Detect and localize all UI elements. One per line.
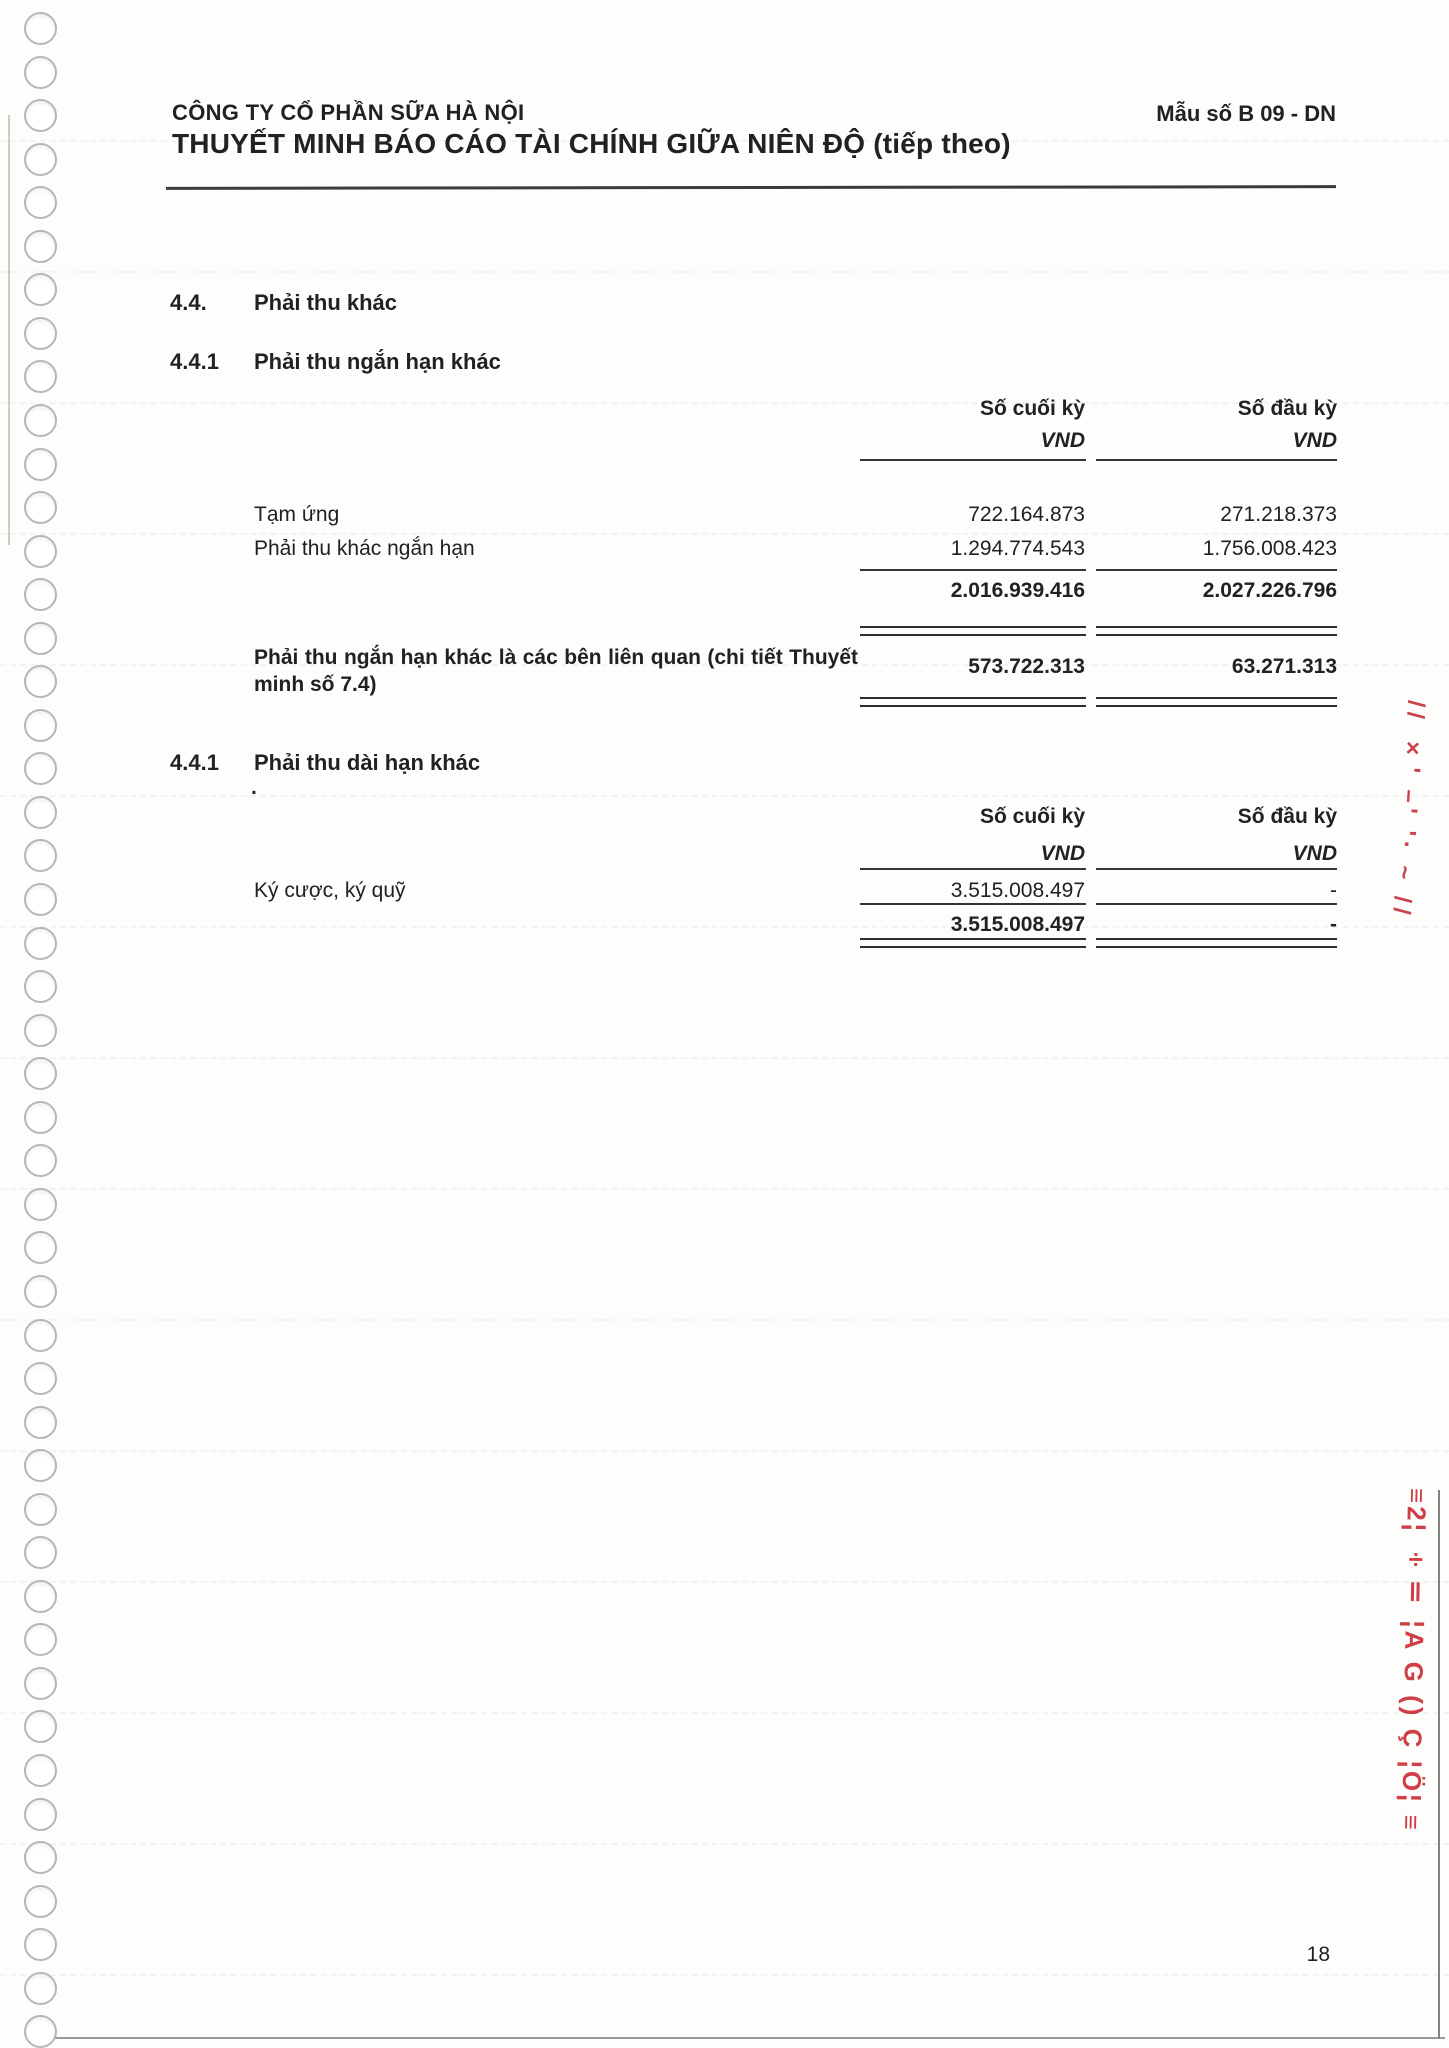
binder-hole (24, 1231, 57, 1264)
table2-row-end: 3.515.008.497 (950, 879, 1085, 902)
binder-hole (24, 404, 57, 437)
binder-hole (24, 1972, 57, 2005)
binder-hole (24, 273, 57, 306)
binder-hole (24, 1580, 57, 1613)
table1-header-rule-col1 (860, 459, 1086, 461)
scan-streak (0, 926, 1449, 928)
binder-hole (24, 1014, 57, 1047)
table2-header-rule-col2 (1096, 868, 1337, 870)
binder-hole (24, 1536, 57, 1569)
binder-hole (24, 1798, 57, 1831)
table2-total-rule-col1 (860, 903, 1086, 905)
table2-col-begin-header: Số đầu kỳ (1237, 805, 1337, 828)
header-divider (166, 185, 1336, 189)
red-handwriting-mark-upper: // ×' –' '· ~ // (1387, 699, 1430, 921)
binder-hole (24, 796, 57, 829)
table2-row-label: Ký cược, ký quỹ (254, 879, 406, 902)
binder-hole (24, 1362, 57, 1395)
binder-hole (24, 317, 57, 350)
table1-total-rule-col1 (860, 569, 1086, 571)
binder-hole (24, 970, 57, 1003)
table1-row-label: Phải thu khác ngắn hạn (254, 537, 475, 560)
binder-hole (24, 1754, 57, 1787)
scan-edge-left-line (8, 115, 10, 545)
table1-total-double-rule-col1 (860, 626, 1086, 636)
section-4-4-1b-title: Phải thu dài hạn khác (254, 750, 481, 775)
section-4-4-title: Phải thu khác (254, 290, 398, 315)
binder-hole (24, 448, 57, 481)
table1-total-rule-col2 (1096, 569, 1337, 571)
related-parties-begin-value: 63.271.313 (1231, 655, 1337, 678)
binder-hole (24, 1710, 57, 1743)
binder-hole (24, 1275, 57, 1308)
table1-row-end: 1.294.774.543 (950, 537, 1085, 560)
binder-hole (24, 230, 57, 263)
binder-hole (24, 491, 57, 524)
binder-hole (24, 665, 57, 698)
scan-edge-bottom-line (30, 2037, 1445, 2039)
binder-hole (24, 1885, 57, 1918)
table2-total-double-rule-col1 (860, 938, 1086, 948)
document-title: THUYẾT MINH BÁO CÁO TÀI CHÍNH GIỮA NIÊN ĐỘ (tiếp theo) (172, 128, 1011, 159)
table1-col-begin-header: Số đầu kỳ (1237, 397, 1337, 420)
binder-hole (24, 143, 57, 176)
company-name: CÔNG TY CỔ PHẦN SỮA HÀ NỘI (172, 100, 525, 125)
table1-total-end: 2.016.939.416 (950, 579, 1085, 602)
scan-streak (0, 1843, 1449, 1845)
binder-hole (24, 1101, 57, 1134)
section-4-4-number: 4.4. (170, 290, 207, 315)
binder-hole (24, 1623, 57, 1656)
stray-dot-mark: . (251, 776, 257, 799)
table1-row-begin: 1.756.008.423 (1202, 537, 1337, 560)
table2-row-begin: - (1330, 879, 1337, 902)
binder-hole (24, 1493, 57, 1526)
binder-hole (24, 2015, 57, 2048)
scan-streak (0, 533, 1449, 535)
binder-hole (24, 56, 57, 89)
scan-streak (0, 1450, 1449, 1452)
related-double-rule-col1 (860, 697, 1086, 707)
table1-total-double-rule-col2 (1096, 626, 1337, 636)
scan-streak (0, 402, 1449, 404)
binder-hole (24, 883, 57, 916)
scan-streak (0, 271, 1449, 273)
scan-streak (0, 664, 1449, 666)
scan-streak (0, 1057, 1449, 1059)
binder-hole (24, 1144, 57, 1177)
table2-unit-end: VND (1040, 842, 1085, 865)
table2-header-rule-col1 (860, 868, 1086, 870)
table1-row-label: Tạm ứng (254, 503, 340, 526)
scan-streak (0, 1581, 1449, 1583)
section-4-4-1a-title: Phải thu ngắn hạn khác (254, 349, 501, 374)
binder-hole (24, 1319, 57, 1352)
table2-col-end-header: Số cuối kỳ (979, 805, 1085, 828)
scan-streak (0, 1188, 1449, 1190)
scan-streak (0, 795, 1449, 797)
table1-unit-begin: VND (1292, 429, 1337, 452)
table1-row-end: 722.164.873 (968, 503, 1085, 526)
related-double-rule-col2 (1096, 697, 1337, 707)
table1-row-begin: 271.218.373 (1220, 503, 1337, 526)
binder-hole (24, 927, 57, 960)
scan-streak (0, 1319, 1449, 1321)
scan-streak (0, 140, 1449, 142)
table1-unit-end: VND (1040, 429, 1085, 452)
binder-hole (24, 99, 57, 132)
binder-hole (24, 622, 57, 655)
binder-hole (24, 535, 57, 568)
binder-hole (24, 839, 57, 872)
binder-hole (24, 1188, 57, 1221)
table1-total-begin: 2.027.226.796 (1202, 579, 1337, 602)
table2-unit-begin: VND (1292, 842, 1337, 865)
table2-total-begin: - (1330, 913, 1337, 936)
binder-hole (24, 1667, 57, 1700)
binder-hole (24, 578, 57, 611)
binder-hole (24, 1406, 57, 1439)
binder-hole (24, 1928, 57, 1961)
binder-hole (24, 12, 57, 45)
scan-edge-right-line (1438, 1490, 1440, 2038)
table1-header-rule-col2 (1096, 459, 1337, 461)
table2-total-rule-col2 (1096, 903, 1337, 905)
binder-hole (24, 186, 57, 219)
binder-hole (24, 752, 57, 785)
scan-streak (0, 1974, 1449, 1976)
scan-streak (0, 1712, 1449, 1714)
binder-hole (24, 1057, 57, 1090)
related-parties-end-value: 573.722.313 (968, 655, 1085, 678)
section-4-4-1b-number: 4.4.1 (170, 750, 219, 775)
related-parties-note: Phải thu ngắn hạn khác là các bên liên quan (chi tiết Thuyết minh số 7.4) (254, 646, 858, 696)
form-number: Mẫu số B 09 - DN (1156, 101, 1336, 126)
red-handwriting-mark-lower: ≡2¦ ÷‖ ¦A G () Ç ¦Ö¦ ≡ (1395, 1487, 1433, 1834)
binder-hole (24, 709, 57, 742)
section-4-4-1a-number: 4.4.1 (170, 349, 219, 374)
page-number: 18 (1306, 1943, 1330, 1966)
binder-hole (24, 1841, 57, 1874)
binder-hole (24, 1449, 57, 1482)
table2-total-double-rule-col2 (1096, 938, 1337, 948)
table1-col-end-header: Số cuối kỳ (979, 397, 1085, 420)
binder-hole (24, 360, 57, 393)
table2-total-end: 3.515.008.497 (950, 913, 1085, 936)
